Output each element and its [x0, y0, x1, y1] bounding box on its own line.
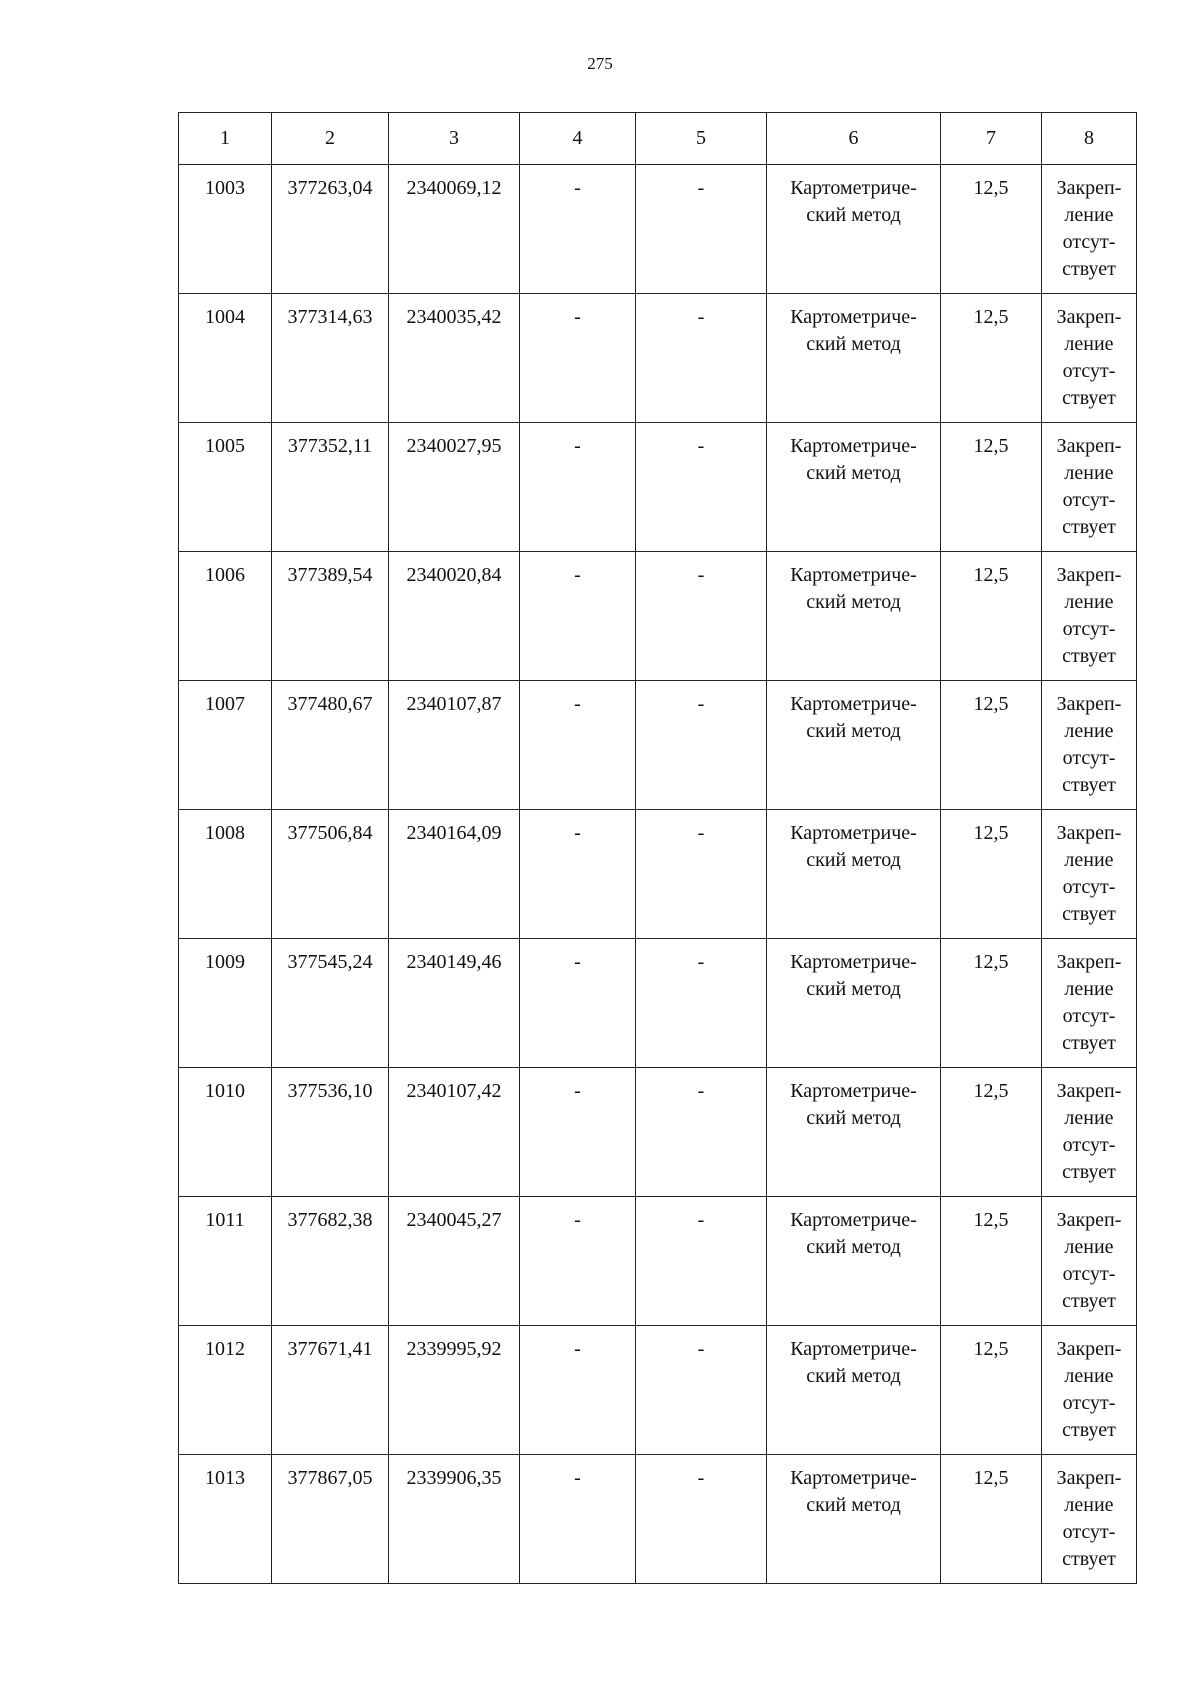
cell-col-5 — [636, 1068, 767, 1197]
cell-text: Закреп- ление отсут- ствует — [1056, 1338, 1122, 1441]
cell-fixing-note — [1042, 810, 1137, 939]
cell-text: - — [574, 822, 581, 844]
cell-text: 377867,05 — [287, 1467, 373, 1489]
cell-text: - — [574, 951, 581, 973]
cell-coord-y — [389, 294, 520, 423]
cell-text: 12,5 — [973, 177, 1009, 199]
cell-text: Закреп- ление отсут- ствует — [1056, 564, 1122, 667]
cell-point-number — [179, 1197, 272, 1326]
cell-text: Картометриче- ский метод — [790, 693, 917, 742]
header-cell: 8 — [1042, 113, 1137, 165]
cell-accuracy — [941, 1197, 1042, 1326]
cell-coord-y — [389, 810, 520, 939]
cell-method — [767, 1326, 941, 1455]
cell-method — [767, 552, 941, 681]
cell-text: - — [574, 306, 581, 328]
cell-text: 377352,11 — [287, 435, 373, 457]
cell-point-number — [179, 1068, 272, 1197]
cell-text: 12,5 — [973, 951, 1009, 973]
cell-col-5 — [636, 1326, 767, 1455]
cell-text: - — [697, 306, 705, 328]
cell-col-4 — [520, 1068, 636, 1197]
cell-point-number — [179, 423, 272, 552]
cell-coord-y — [389, 681, 520, 810]
cell-accuracy — [941, 294, 1042, 423]
table-body — [179, 113, 1137, 1584]
cell-method — [767, 1455, 941, 1584]
cell-text: 1013 — [205, 1467, 245, 1489]
cell-col-4 — [520, 423, 636, 552]
cell-fixing-note — [1042, 165, 1137, 294]
cell-coord-x — [272, 1197, 389, 1326]
cell-text: 1011 — [205, 1209, 245, 1231]
cell-text: - — [697, 1338, 705, 1360]
cell-col-4 — [520, 1455, 636, 1584]
cell-text: - — [697, 177, 705, 199]
cell-text: Закреп- ление отсут- ствует — [1056, 1209, 1122, 1312]
cell-text: - — [574, 1080, 581, 1102]
cell-point-number — [179, 552, 272, 681]
cell-coord-x — [272, 1455, 389, 1584]
cell-fixing-note — [1042, 1197, 1137, 1326]
header-cell: 7 — [941, 113, 1042, 165]
cell-text: - — [574, 693, 581, 715]
cell-point-number — [179, 681, 272, 810]
cell-text: 1003 — [205, 177, 245, 199]
cell-text: - — [697, 1080, 705, 1102]
cell-fixing-note — [1042, 552, 1137, 681]
cell-text: Картометриче- ский метод — [790, 822, 917, 871]
cell-accuracy — [941, 423, 1042, 552]
cell-col-5 — [636, 552, 767, 681]
cell-coord-y — [389, 165, 520, 294]
table-row — [179, 1326, 1137, 1455]
cell-col-5 — [636, 294, 767, 423]
cell-coord-x — [272, 1068, 389, 1197]
cell-method — [767, 165, 941, 294]
cell-text: - — [574, 1467, 581, 1489]
header-cell: 5 — [636, 113, 767, 165]
cell-text: - — [697, 822, 705, 844]
cell-text: 12,5 — [973, 822, 1009, 844]
cell-coord-y — [389, 1326, 520, 1455]
cell-method — [767, 681, 941, 810]
cell-coord-x — [272, 939, 389, 1068]
cell-text: 1010 — [205, 1080, 245, 1102]
cell-col-4 — [520, 681, 636, 810]
cell-col-5 — [636, 939, 767, 1068]
cell-text: 377389,54 — [287, 564, 373, 586]
cell-text: 2339995,92 — [406, 1338, 502, 1360]
cell-text: 377671,41 — [287, 1338, 373, 1360]
cell-text: - — [574, 1338, 581, 1360]
header-cell: 3 — [389, 113, 520, 165]
cell-coord-y — [389, 1068, 520, 1197]
header-cell: 4 — [520, 113, 636, 165]
cell-method — [767, 423, 941, 552]
cell-text: 1006 — [205, 564, 245, 586]
cell-text: - — [697, 693, 705, 715]
table-row — [179, 1068, 1137, 1197]
table-row — [179, 294, 1137, 423]
cell-text: Картометриче- ский метод — [790, 564, 917, 613]
cell-text: 377263,04 — [287, 177, 373, 199]
table-row — [179, 552, 1137, 681]
cell-text: - — [697, 951, 705, 973]
cell-text: 377536,10 — [287, 1080, 373, 1102]
cell-text: Картометриче- ский метод — [790, 306, 917, 355]
cell-col-5 — [636, 681, 767, 810]
cell-point-number — [179, 294, 272, 423]
cell-fixing-note — [1042, 423, 1137, 552]
cell-col-4 — [520, 1326, 636, 1455]
cell-text: 2340149,46 — [406, 951, 502, 973]
cell-fixing-note — [1042, 681, 1137, 810]
cell-text: Закреп- ление отсут- ствует — [1056, 1080, 1122, 1183]
cell-text: 2339906,35 — [406, 1467, 502, 1489]
cell-col-5 — [636, 165, 767, 294]
cell-col-5 — [636, 1455, 767, 1584]
table-header-row — [179, 113, 1137, 165]
header-cell: 6 — [767, 113, 941, 165]
cell-text: Закреп- ление отсут- ствует — [1056, 435, 1122, 538]
table-row — [179, 810, 1137, 939]
cell-text: 377480,67 — [287, 693, 373, 715]
cell-text: Картометриче- ский метод — [790, 435, 917, 484]
cell-coord-x — [272, 810, 389, 939]
table-row — [179, 165, 1137, 294]
table-row — [179, 681, 1137, 810]
cell-coord-y — [389, 423, 520, 552]
cell-text: Картометриче- ский метод — [790, 951, 917, 1000]
cell-text: Картометриче- ский метод — [790, 1467, 917, 1516]
cell-text: - — [697, 1209, 705, 1231]
cell-text: 2340035,42 — [406, 306, 502, 328]
cell-text: 12,5 — [973, 1338, 1009, 1360]
cell-text: Картометриче- ский метод — [790, 1338, 917, 1387]
cell-col-4 — [520, 165, 636, 294]
cell-text: 1005 — [205, 435, 245, 457]
cell-accuracy — [941, 810, 1042, 939]
cell-col-4 — [520, 294, 636, 423]
cell-text: 1008 — [205, 822, 245, 844]
cell-text: 2340020,84 — [406, 564, 502, 586]
cell-fixing-note — [1042, 939, 1137, 1068]
cell-text: Закреп- ление отсут- ствует — [1056, 693, 1122, 796]
table-row — [179, 939, 1137, 1068]
cell-method — [767, 294, 941, 423]
cell-text: 12,5 — [973, 306, 1009, 328]
cell-col-4 — [520, 552, 636, 681]
cell-coord-x — [272, 552, 389, 681]
cell-text: Картометриче- ский метод — [790, 1080, 917, 1129]
cell-text: 377314,63 — [287, 306, 373, 328]
cell-coord-x — [272, 165, 389, 294]
cell-text: 2340107,87 — [406, 693, 502, 715]
cell-coord-x — [272, 681, 389, 810]
cell-accuracy — [941, 552, 1042, 681]
cell-text: Закреп- ление отсут- ствует — [1056, 951, 1122, 1054]
cell-coord-x — [272, 294, 389, 423]
cell-text: Картометриче- ский метод — [790, 1209, 917, 1258]
cell-coord-y — [389, 1197, 520, 1326]
cell-text: 377682,38 — [287, 1209, 373, 1231]
cell-text: 377506,84 — [287, 822, 373, 844]
cell-method — [767, 1068, 941, 1197]
cell-text: - — [697, 564, 705, 586]
cell-point-number — [179, 810, 272, 939]
cell-text: 12,5 — [973, 435, 1009, 457]
cell-text: Картометриче- ский метод — [790, 177, 917, 226]
cell-text: 12,5 — [973, 1209, 1009, 1231]
cell-accuracy — [941, 165, 1042, 294]
cell-col-4 — [520, 810, 636, 939]
cell-text: 12,5 — [973, 1080, 1009, 1102]
cell-text: - — [574, 435, 581, 457]
cell-text: 1012 — [205, 1338, 245, 1360]
cell-text: - — [574, 1209, 581, 1231]
cell-text: - — [574, 177, 581, 199]
table-row — [179, 423, 1137, 552]
cell-accuracy — [941, 939, 1042, 1068]
cell-text: 2340045,27 — [406, 1209, 502, 1231]
cell-method — [767, 939, 941, 1068]
cell-point-number — [179, 165, 272, 294]
cell-point-number — [179, 1455, 272, 1584]
cell-text: 12,5 — [973, 1467, 1009, 1489]
cell-text: 1007 — [205, 693, 245, 715]
cell-text: - — [574, 564, 581, 586]
cell-text: 2340107,42 — [406, 1080, 502, 1102]
cell-fixing-note — [1042, 1326, 1137, 1455]
table-row — [179, 1455, 1137, 1584]
cell-text: 1004 — [205, 306, 245, 328]
cell-coord-x — [272, 1326, 389, 1455]
cell-text: 12,5 — [973, 564, 1009, 586]
cell-text: 12,5 — [973, 693, 1009, 715]
cell-col-5 — [636, 810, 767, 939]
cell-fixing-note — [1042, 294, 1137, 423]
cell-text: Закреп- ление отсут- ствует — [1056, 177, 1122, 280]
cell-text: Закреп- ление отсут- ствует — [1056, 1467, 1122, 1570]
cell-col-5 — [636, 1197, 767, 1326]
header-cell: 1 — [179, 113, 272, 165]
cell-coord-y — [389, 939, 520, 1068]
cell-text: - — [697, 1467, 705, 1489]
page-number: 275 — [587, 54, 613, 73]
cell-text: - — [697, 435, 705, 457]
cell-accuracy — [941, 1455, 1042, 1584]
cell-text: Закреп- ление отсут- ствует — [1056, 306, 1122, 409]
cell-point-number — [179, 939, 272, 1068]
cell-col-4 — [520, 1197, 636, 1326]
table-row — [179, 1197, 1137, 1326]
cell-coord-x — [272, 423, 389, 552]
cell-coord-y — [389, 552, 520, 681]
cell-fixing-note — [1042, 1068, 1137, 1197]
cell-col-4 — [520, 939, 636, 1068]
cell-coord-y — [389, 1455, 520, 1584]
cell-method — [767, 1197, 941, 1326]
cell-text: 2340164,09 — [406, 822, 502, 844]
cell-accuracy — [941, 1068, 1042, 1197]
coordinates-table — [178, 112, 1137, 1584]
cell-point-number — [179, 1326, 272, 1455]
cell-text: Закреп- ление отсут- ствует — [1056, 822, 1122, 925]
cell-text: 2340069,12 — [406, 177, 502, 199]
header-cell: 2 — [272, 113, 389, 165]
cell-method — [767, 810, 941, 939]
cell-accuracy — [941, 681, 1042, 810]
cell-text: 2340027,95 — [406, 435, 502, 457]
cell-text: 377545,24 — [287, 951, 373, 973]
cell-text: 1009 — [205, 951, 245, 973]
cell-col-5 — [636, 423, 767, 552]
cell-fixing-note — [1042, 1455, 1137, 1584]
cell-accuracy — [941, 1326, 1042, 1455]
